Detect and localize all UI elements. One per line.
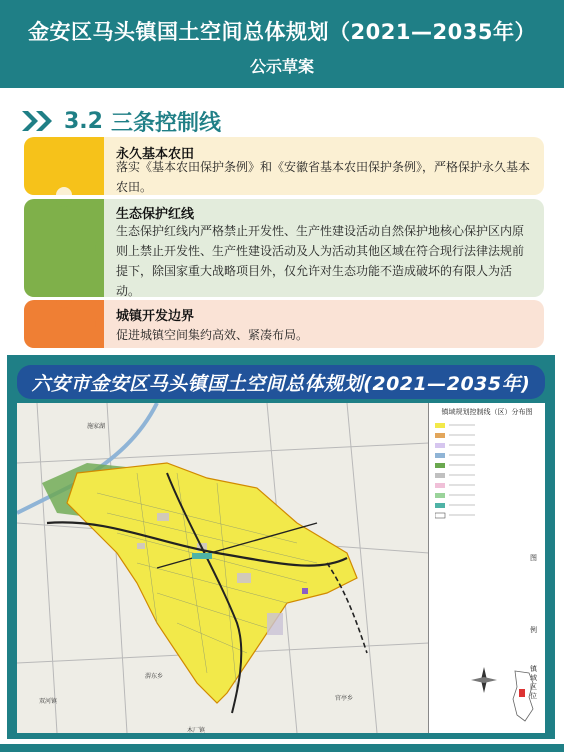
- puzzle-piece-icon: [24, 300, 104, 348]
- map-legend: [428, 403, 545, 733]
- map-graphic: [17, 403, 429, 733]
- card-farmland: [24, 137, 544, 195]
- card-urban-boundary: [24, 300, 544, 348]
- map-frame: [7, 355, 555, 739]
- card-text: 生态保护红线内严格禁止开发性、生产性建设活动自然保护地核心保护区内原则上禁止开发性、生产性建设活动及人为活动其他区域在符合现行法律法规前提下，除国家重大战略项目外，仅允许对生态功能不造成破坏的有限人为活动。: [116, 224, 525, 298]
- legend-side-label: 图: [530, 554, 537, 562]
- section-number: 3.2: [64, 108, 103, 134]
- card-ecological-redline: [24, 199, 544, 297]
- planning-map: [17, 403, 545, 733]
- place-label: 官亭乡: [335, 695, 354, 702]
- header-banner: [0, 0, 564, 88]
- legend-title: 镇域规划控制线（区）分布图: [441, 408, 533, 416]
- compass-icon: [469, 665, 499, 695]
- puzzle-piece-icon: [24, 199, 104, 297]
- section-heading: [20, 106, 221, 136]
- document-title: 金安区马头镇国土空间总体规划（2021—2035年）: [28, 20, 536, 44]
- puzzle-piece-icon: [24, 137, 104, 195]
- section-title: 三条控制线: [110, 110, 221, 136]
- place-label: 双河镇: [39, 698, 58, 705]
- double-chevron-icon: [20, 109, 60, 133]
- card-heading: 城镇开发边界: [116, 309, 195, 324]
- place-label: 淠东乡: [145, 673, 164, 680]
- document-subtitle: 公示草案: [249, 57, 314, 76]
- location-inset: [509, 669, 537, 723]
- map-title: 六安市金安区马头镇国土空间总体规划(2021—2035年): [31, 372, 531, 395]
- card-text: 落实《基本农田保护条例》和《安徽省基本农田保护条例》，严格保护永久基本农田。: [116, 160, 531, 194]
- card-heading: 生态保护红线: [116, 207, 195, 222]
- place-label: 木厂镇: [187, 727, 206, 733]
- footer-bar: [0, 744, 564, 752]
- legend-swatches: [435, 421, 495, 531]
- legend-side-label: 例: [530, 626, 537, 634]
- card-text: 促进城镇空间集约高效、紧凑布局。: [116, 328, 309, 342]
- card-heading: 永久基本农田: [116, 147, 195, 162]
- place-label: 施家湖: [87, 423, 106, 430]
- map-banner: [17, 365, 545, 399]
- legend-side-label: 镇域区位: [530, 665, 537, 700]
